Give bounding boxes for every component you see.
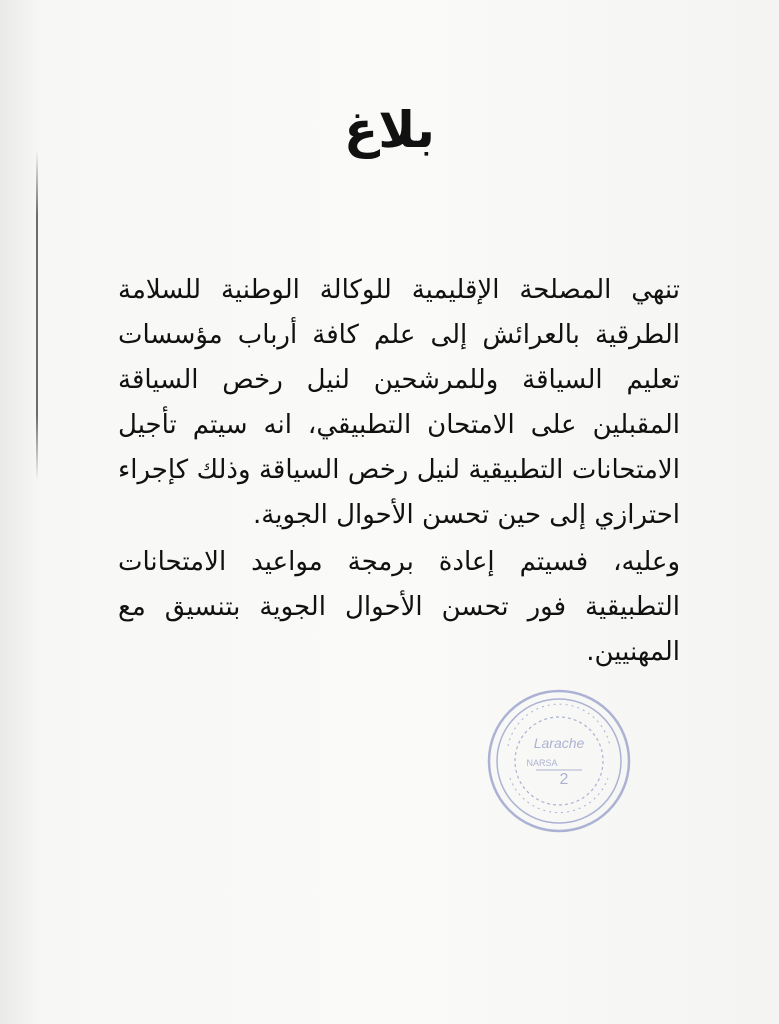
paragraph-rescheduling: وعليه، فسيتم إعادة برمجة مواعيد الامتحانات التطبيقية فور تحسن الأحوال الجوية بتنسيق مع المهنيين. <box>118 547 680 667</box>
official-stamp <box>484 686 634 836</box>
stamp-city: Larache <box>533 735 585 751</box>
stamp-outer-ring <box>489 691 629 831</box>
paragraph-announcement: تنهي المصلحة الإقليمية للوكالة الوطنية للسلامة الطرقية بالعرائش إلى علم كافة أرباب مؤسسات تعليم السياقة وللمرشحين لنيل رخص السياقة المقبلين على الامتحان التطبيقي، انه سيتم تأجيل الامتحانات التطبيقية لنيل رخص السياقة وذلك كإجراء احترازي إلى حين تحسن الأحوال الجوية. <box>118 275 680 530</box>
scan-edge-shadow <box>36 150 38 480</box>
stamp-number: 2 <box>559 771 569 788</box>
document-title: بلاغ <box>344 101 435 159</box>
stamp-agency: NARSA <box>526 758 558 768</box>
